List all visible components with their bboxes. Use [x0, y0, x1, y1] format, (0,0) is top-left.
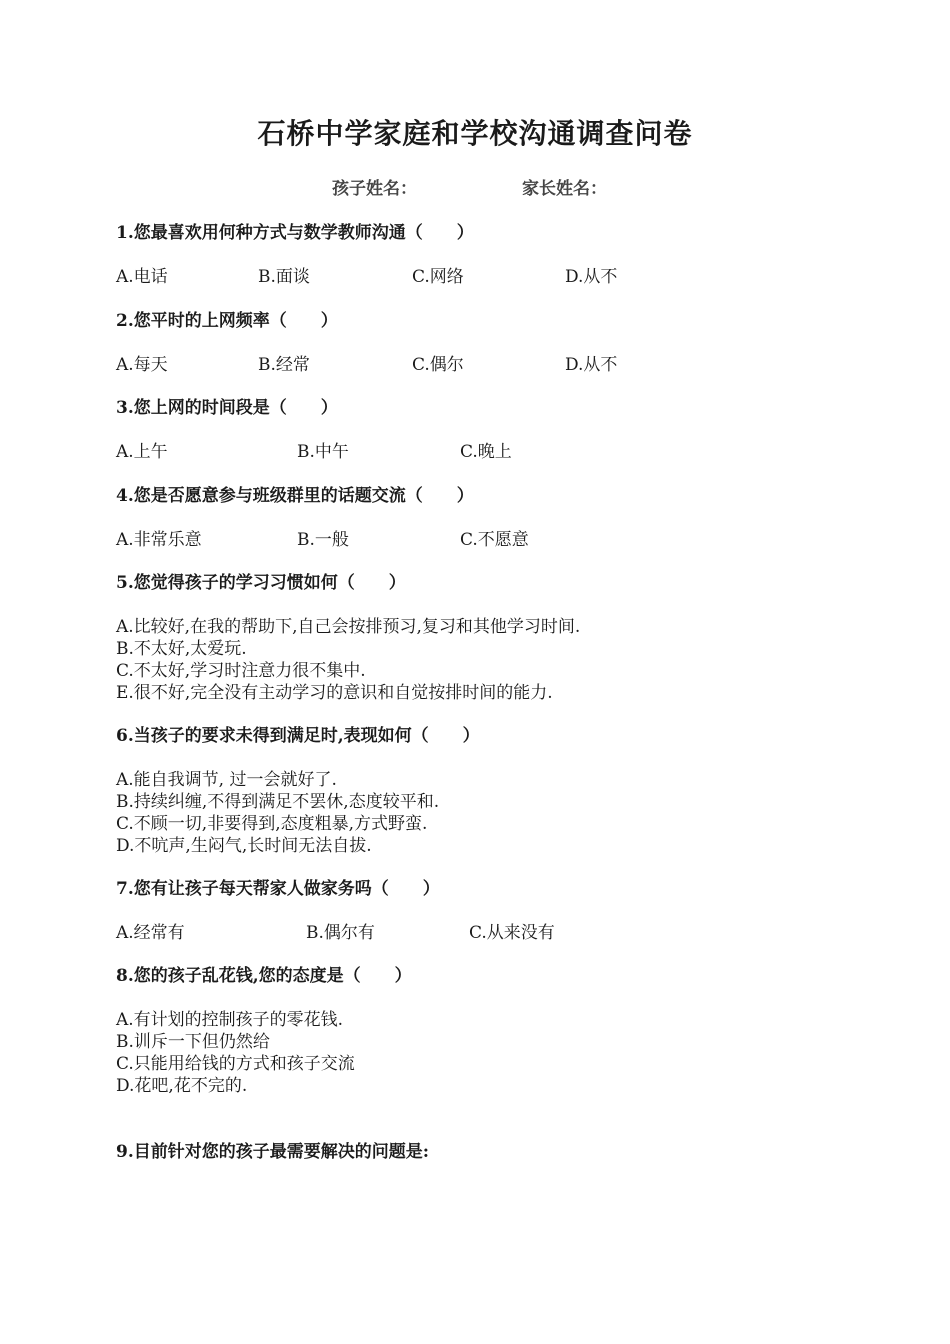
q6-option-d: D.不吭声,生闷气,长时间无法自拔.: [116, 836, 372, 856]
q1-option-c: C.网络: [412, 267, 464, 287]
question-6: 6.当孩子的要求未得到满足时,表现如何（ ）: [116, 726, 480, 746]
q5-option-a: A.比较好,在我的帮助下,自己会按排预习,复习和其他学习时间.: [116, 617, 581, 637]
q2-option-a: A.每天: [116, 355, 168, 375]
question-3: 3.您上网的时间段是（ ）: [116, 398, 338, 418]
q8-option-a: A.有计划的控制孩子的零花钱.: [116, 1010, 344, 1030]
q2-option-b: B.经常: [258, 355, 310, 375]
q8-option-b: B.训斥一下但仍然给: [116, 1032, 270, 1052]
q5-option-c: C.不太好,学习时注意力很不集中.: [116, 661, 366, 681]
question-7: 7.您有让孩子每天帮家人做家务吗（ ）: [116, 879, 440, 899]
q8-option-d: D.花吧,花不完的.: [116, 1076, 248, 1096]
page-title: 石桥中学家庭和学校沟通调查问卷: [257, 117, 693, 150]
question-2: 2.您平时的上网频率（ ）: [116, 311, 338, 331]
child-name-label: 孩子姓名：: [332, 179, 417, 199]
q4-option-c: C.不愿意: [460, 530, 529, 550]
q3-option-b: B.中午: [297, 442, 349, 462]
q1-option-b: B.面谈: [258, 267, 310, 287]
q4-option-b: B.一般: [297, 530, 349, 550]
q6-option-a: A.能自我调节, 过一会就好了.: [116, 770, 337, 790]
q5-option-e: E.很不好,完全没有主动学习的意识和自觉按排时间的能力.: [116, 683, 553, 703]
question-1: 1.您最喜欢用何种方式与数学教师沟通（ ）: [116, 223, 474, 243]
q1-option-a: A.电话: [116, 267, 168, 287]
q3-option-c: C.晚上: [460, 442, 512, 462]
question-9: 9.目前针对您的孩子最需要解决的问题是:: [116, 1142, 430, 1162]
q1-option-d: D.从不: [565, 267, 618, 287]
question-5: 5.您觉得孩子的学习习惯如何（ ）: [116, 573, 406, 593]
q7-option-b: B.偶尔有: [306, 923, 375, 943]
q2-option-d: D.从不: [565, 355, 618, 375]
question-8: 8.您的孩子乱花钱,您的态度是（ ）: [116, 966, 412, 986]
q4-option-a: A.非常乐意: [116, 530, 202, 550]
q6-option-c: C.不顾一切,非要得到,态度粗暴,方式野蛮.: [116, 814, 428, 834]
q6-option-b: B.持续纠缠,不得到满足不罢休,态度较平和.: [116, 792, 440, 812]
parent-name-label: 家长姓名：: [522, 179, 607, 199]
q3-option-a: A.上午: [116, 442, 168, 462]
q8-option-c: C.只能用给钱的方式和孩子交流: [116, 1054, 355, 1074]
q5-option-b: B.不太好,太爱玩.: [116, 639, 247, 659]
q7-option-a: A.经常有: [116, 923, 185, 943]
q7-option-c: C.从来没有: [469, 923, 555, 943]
question-4: 4.您是否愿意参与班级群里的话题交流（ ）: [116, 486, 474, 506]
q2-option-c: C.偶尔: [412, 355, 464, 375]
